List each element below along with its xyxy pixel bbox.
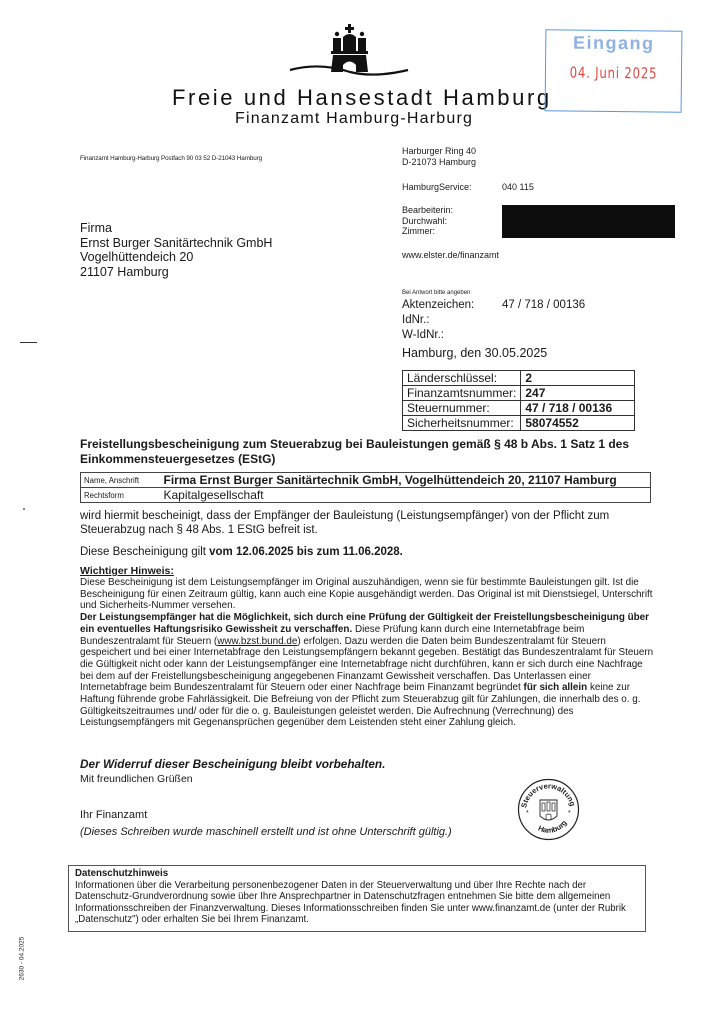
machine-generated-note: (Dieses Schreiben wurde maschinell erstellt und ist ohne Unterschrift gültig.)	[80, 826, 452, 838]
room-label: Zimmer:	[402, 226, 435, 236]
stamp-date: 04. Juni 2025	[569, 63, 658, 83]
recipient-address	[80, 221, 272, 279]
service-label: HamburgService:	[402, 182, 472, 192]
note-paragraph-1: Diese Bescheinigung ist dem Leistungsempfänger im Original auszuhändigen, wenn sie für bestimmte Bauleistungen gilt. Ist die Bescheinigung für einen Zeitraum gültig, kann auch eine Kopie ausgehändigt werden. Das Original ist mit Dienstsiegel, Unterschrift und Sicherheits-Nummer versehen.	[80, 577, 653, 612]
letter-date: Hamburg, den 30.05.2025	[402, 346, 548, 360]
note-bold-emphasis: für sich allein	[523, 682, 588, 694]
row-label: Steuernummer:	[403, 401, 521, 416]
row-label: Länderschlüssel:	[403, 371, 521, 386]
note-text: ) erfolgen. Dazu werden die Daten beim Bundeszentralamt für Steuern gespeichert und bei einer Internetabfrage den Leistungsempfängern bekannt gegeben. Bestätigt das Bundeszentralamt für Steuern die Gültigkeit nicht oder kann der Leistungsempfänger eine Internetabfrage nicht durchführen, kann er sich durch eine Nachfrage bei dem auf der Freistellungsbescheinigung angegebenen Finanzamt Gewissheit verschaffen. Das Unterlassen einer Internetabfrage beim Bundeszentralamt für Steuern oder einer Nachfrage beim Finanzamt begründet	[80, 635, 654, 694]
office-subtitle: Finanzamt Hamburg-Harburg	[235, 110, 474, 127]
row-label: Finanzamtsnummer:	[403, 386, 521, 401]
bzst-link[interactable]: www.bzst.bund.de	[217, 635, 298, 647]
row-value: 2	[521, 371, 635, 386]
table-row	[403, 416, 635, 431]
redaction-bar	[502, 205, 675, 238]
row-label: Sicherheitsnummer:	[403, 416, 521, 431]
recipient-table	[80, 472, 651, 503]
row-value: 47 / 718 / 00136	[521, 401, 635, 416]
sender-return-address: Finanzamt Hamburg-Harburg Postfach 90 03 52 D-21043 Hamburg	[80, 155, 263, 162]
office-address	[402, 146, 476, 167]
idnr-label: IdNr.:	[402, 314, 430, 326]
contact-labels	[402, 205, 453, 237]
validity-text	[80, 545, 655, 559]
authority-title: Freie und Hansestadt Hamburg	[172, 85, 552, 110]
recipient-line: Vogelhüttendeich 20	[80, 250, 194, 264]
table-row	[403, 386, 635, 401]
clerk-label: Bearbeiterin:	[402, 205, 454, 215]
form-number	[12, 930, 32, 990]
note-text: Diese Prüfung kann durch eine Internetabfrage beim Bundeszentralamt für Steuern (	[80, 623, 585, 647]
svg-text:*: *	[526, 810, 529, 817]
received-stamp	[545, 29, 683, 112]
recipient-line: 21107 Hamburg	[80, 264, 169, 279]
stamp-label: Eingang	[572, 32, 655, 54]
office-street: Harburger Ring 40	[402, 146, 477, 156]
row-value: Kapitalgesellschaft	[164, 488, 651, 503]
tax-number-table	[402, 370, 635, 431]
table-row	[81, 488, 651, 503]
row-label: Rechtsform	[81, 488, 164, 503]
service-phone: 040 115	[502, 182, 534, 192]
recipient-line: Firma	[80, 221, 112, 235]
form-number-text: 2630 - 04.2025	[18, 936, 26, 981]
privacy-text: Informationen über die Verarbeitung personenbezogener Daten in der Steuerverwaltung und über Ihre Rechte nach der Datenschutz-Grundverordnung sowie über Ihre Ansprechpartner in Datenschutzfragen entnehmen Sie bitte dem allgemeinen Informationsschreiben der Finanzverwaltung. Dieses Informationsschreiben finden Sie unter www.finanzamt.de (unter der Rubrik „Datenschutz") oder erhalten Sie bei Ihrem Finanzamt.	[75, 879, 626, 926]
privacy-title: Datenschutzhinweis	[75, 868, 169, 879]
signature: Ihr Finanzamt	[80, 809, 148, 821]
svg-text:Steuerverwaltung: Steuerverwaltung	[519, 781, 578, 809]
closing-greeting: Mit freundlichen Grüßen	[80, 773, 193, 785]
official-seal-icon	[517, 778, 580, 841]
punch-mark	[23, 508, 25, 510]
document-heading: Freistellungsbescheinigung zum Steuerabzug bei Bauleistungen gemäß § 48 b Abs. 1 Satz 1 des Einkommensteuergesetzes (EStG)	[80, 437, 630, 466]
table-row	[81, 473, 651, 488]
recipient-line: Ernst Burger Sanitärtechnik GmbH	[80, 235, 273, 250]
svg-text:Hamburg: Hamburg	[536, 818, 569, 835]
office-city: D-21073 Hamburg	[402, 156, 477, 167]
revocation-note: Der Widerruf dieser Bescheinigung bleibt vorbehalten.	[80, 757, 386, 771]
file-number-label: Aktenzeichen:	[402, 299, 475, 311]
reply-note: Bei Antwort bitte angeben	[402, 290, 471, 296]
privacy-notice	[68, 865, 646, 932]
svg-text:*: *	[568, 810, 571, 817]
row-label: Name, Anschrift	[81, 473, 164, 488]
note-text: keine zur Haftung führende grobe Fahrlässigkeit. Die Befreiung von der Pflicht zum Steuerabzug gilt für Zahlungen, die innerhalb des o. g. Gültigkeitszeitraumes und/ oder für die o. g. Bauleistungen geleistet werden. Die Aufrechnung (Verrechnung) des Leistungsempfängers mit Gegenansprüchen gegenüber dem Leistenden steht einer Zahlung gleich.	[80, 682, 641, 729]
website-link[interactable]: www.elster.de/finanzamt	[402, 250, 500, 260]
hamburg-coat-of-arms-icon	[280, 22, 420, 78]
row-value: Firma Ernst Burger Sanitärtechnik GmbH, Vogelhüttendeich 20, 21107 Hamburg	[164, 473, 651, 488]
note-paragraph-2	[80, 612, 655, 729]
important-note-title: Wichtiger Hinweis:	[80, 565, 174, 577]
table-row	[403, 401, 635, 416]
extension-label: Durchwahl:	[402, 215, 448, 226]
important-note-body	[80, 577, 655, 729]
certification-text: wird hiermit bescheinigt, dass der Empfänger der Bauleistung (Leistungsempfänger) von der Pflicht zum Steuerabzug nach § 48 Abs. 1 EStG befreit ist.	[80, 510, 610, 536]
table-row	[403, 371, 635, 386]
fold-mark	[20, 342, 37, 343]
validity-period: vom 12.06.2025 bis zum 11.06.2028.	[209, 546, 403, 558]
validity-prefix: Diese Bescheinigung gilt	[80, 546, 210, 558]
row-value: 58074552	[521, 416, 635, 431]
note-bold-lead: Der Leistungsempfänger hat die Möglichkeit, sich durch eine Prüfung der Gültigkeit der Freistellungsbescheinigung über ein eventuelles Haftungsrisiko Gewissheit zu verschaffen.	[80, 612, 649, 635]
file-number-value: 47 / 718 / 00136	[502, 299, 586, 311]
widnr-label: W-IdNr.:	[402, 329, 444, 341]
row-value: 247	[521, 386, 635, 401]
